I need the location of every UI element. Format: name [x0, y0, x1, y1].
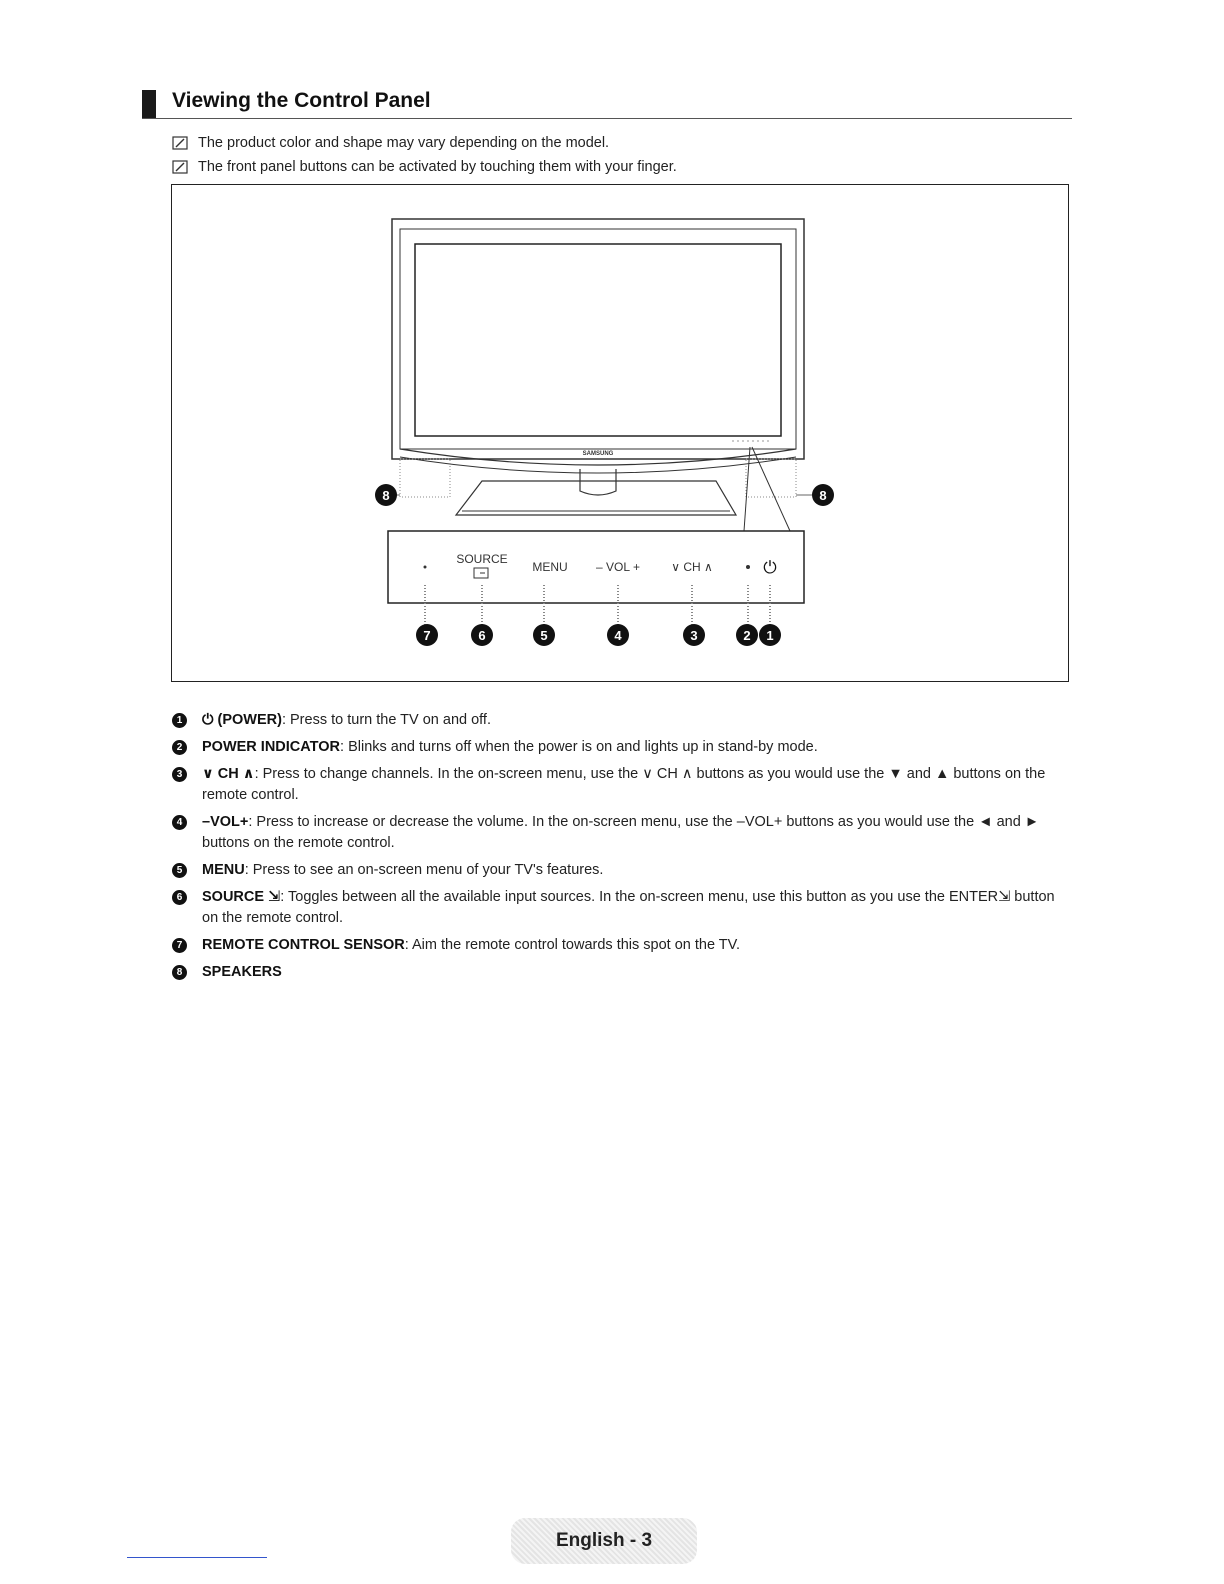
callout-5 [533, 624, 555, 646]
list-item [172, 935, 1072, 956]
callout-6 [471, 624, 493, 646]
item-text: : Press to change channels. In the on-screen menu, use the ∨ CH ∧ buttons as you would use the ▼ and ▲ buttons on the remote control. [202, 766, 1046, 803]
tv-stand-base [456, 481, 736, 515]
list-item [172, 962, 1072, 983]
power-indicator-dot [746, 565, 750, 569]
brand-logo: SAMSUNG [582, 451, 614, 457]
page-footer [511, 1518, 697, 1564]
svg-text:7: 7 [423, 628, 431, 643]
list-item [172, 860, 1072, 881]
note-1 [172, 133, 609, 153]
item-term: ∨ CH ∧ [202, 766, 255, 782]
item-number: 4 [172, 815, 187, 830]
item-number: 6 [172, 890, 187, 905]
section-marker [142, 90, 156, 118]
callout-4 [607, 624, 629, 646]
footer-divider [127, 1557, 267, 1558]
power-icon: ⏻ [763, 558, 777, 578]
page-number-label: English - 3 [555, 1530, 653, 1551]
svg-text:8: 8 [382, 488, 390, 503]
item-term: REMOTE CONTROL SENSOR [202, 937, 405, 953]
speaker-right [746, 459, 796, 497]
callout-8-right [812, 484, 834, 506]
remote-sensor-dot [424, 566, 427, 569]
tv-bezel [392, 219, 804, 459]
callout-1 [759, 624, 781, 646]
page-title: Viewing the Control Panel [172, 89, 431, 112]
callout-2 [736, 624, 758, 646]
svg-text:8: 8 [819, 488, 827, 503]
svg-text:2: 2 [743, 628, 751, 643]
item-number: 5 [172, 863, 187, 878]
callout-7 [416, 624, 438, 646]
list-item [172, 737, 1072, 758]
tv-screen [415, 244, 781, 436]
item-term: SOURCE ⇲ [202, 889, 281, 905]
svg-text:3: 3 [690, 628, 698, 643]
panel-source-label: SOURCE [456, 552, 508, 566]
item-number: 2 [172, 740, 187, 755]
svg-text:5: 5 [540, 628, 548, 643]
panel-menu-label: MENU [532, 560, 568, 574]
list-item [172, 887, 1072, 929]
callout-8-left [375, 484, 397, 506]
note-icon [172, 136, 188, 150]
item-term: POWER INDICATOR [202, 739, 341, 755]
item-text: : Press to see an on-screen menu of your TV's features. [244, 862, 604, 878]
item-number: 8 [172, 965, 187, 980]
item-term: (POWER) [217, 712, 282, 728]
list-item [172, 710, 1072, 731]
item-number: 1 [172, 713, 187, 728]
item-text: : Press to increase or decrease the volume. In the on-screen menu, use the –VOL+ buttons as you would use the ◄ and ► buttons on the remote control. [202, 814, 1040, 851]
item-term: MENU [202, 862, 245, 878]
panel-vol-label: – VOL + [596, 560, 640, 574]
item-text: : Aim the remote control towards this spot on the TV. [404, 937, 741, 953]
power-icon: ⏻ [202, 712, 214, 728]
note-text: The front panel buttons can be activated by touching them with your finger. [198, 159, 677, 175]
section-header [142, 88, 1072, 122]
svg-text:1: 1 [766, 628, 774, 643]
item-number: 7 [172, 938, 187, 953]
item-term: SPEAKERS [202, 964, 282, 980]
control-panel-figure [171, 184, 1069, 682]
note-icon [172, 160, 188, 174]
svg-text:4: 4 [614, 628, 622, 643]
list-item [172, 764, 1072, 806]
note-2 [172, 157, 677, 177]
svg-text:6: 6 [478, 628, 486, 643]
section-divider [142, 118, 1072, 119]
callout-3 [683, 624, 705, 646]
list-item [172, 812, 1072, 854]
item-text: : Blinks and turns off when the power is on and lights up in stand-by mode. [340, 739, 818, 755]
tv-illustration [172, 185, 1070, 683]
item-term: –VOL+ [202, 814, 249, 830]
panel-ch-label: ∨ CH ∧ [671, 560, 713, 574]
speaker-left [400, 459, 450, 497]
description-list [172, 710, 1072, 989]
item-text: : Toggles between all the available input sources. In the on-screen menu, use this button as you use the ENTER⇲ button on the remote control. [202, 889, 1055, 926]
note-text: The product color and shape may vary depending on the model. [198, 135, 610, 151]
item-number: 3 [172, 767, 187, 782]
item-text: : Press to turn the TV on and off. [281, 712, 491, 728]
